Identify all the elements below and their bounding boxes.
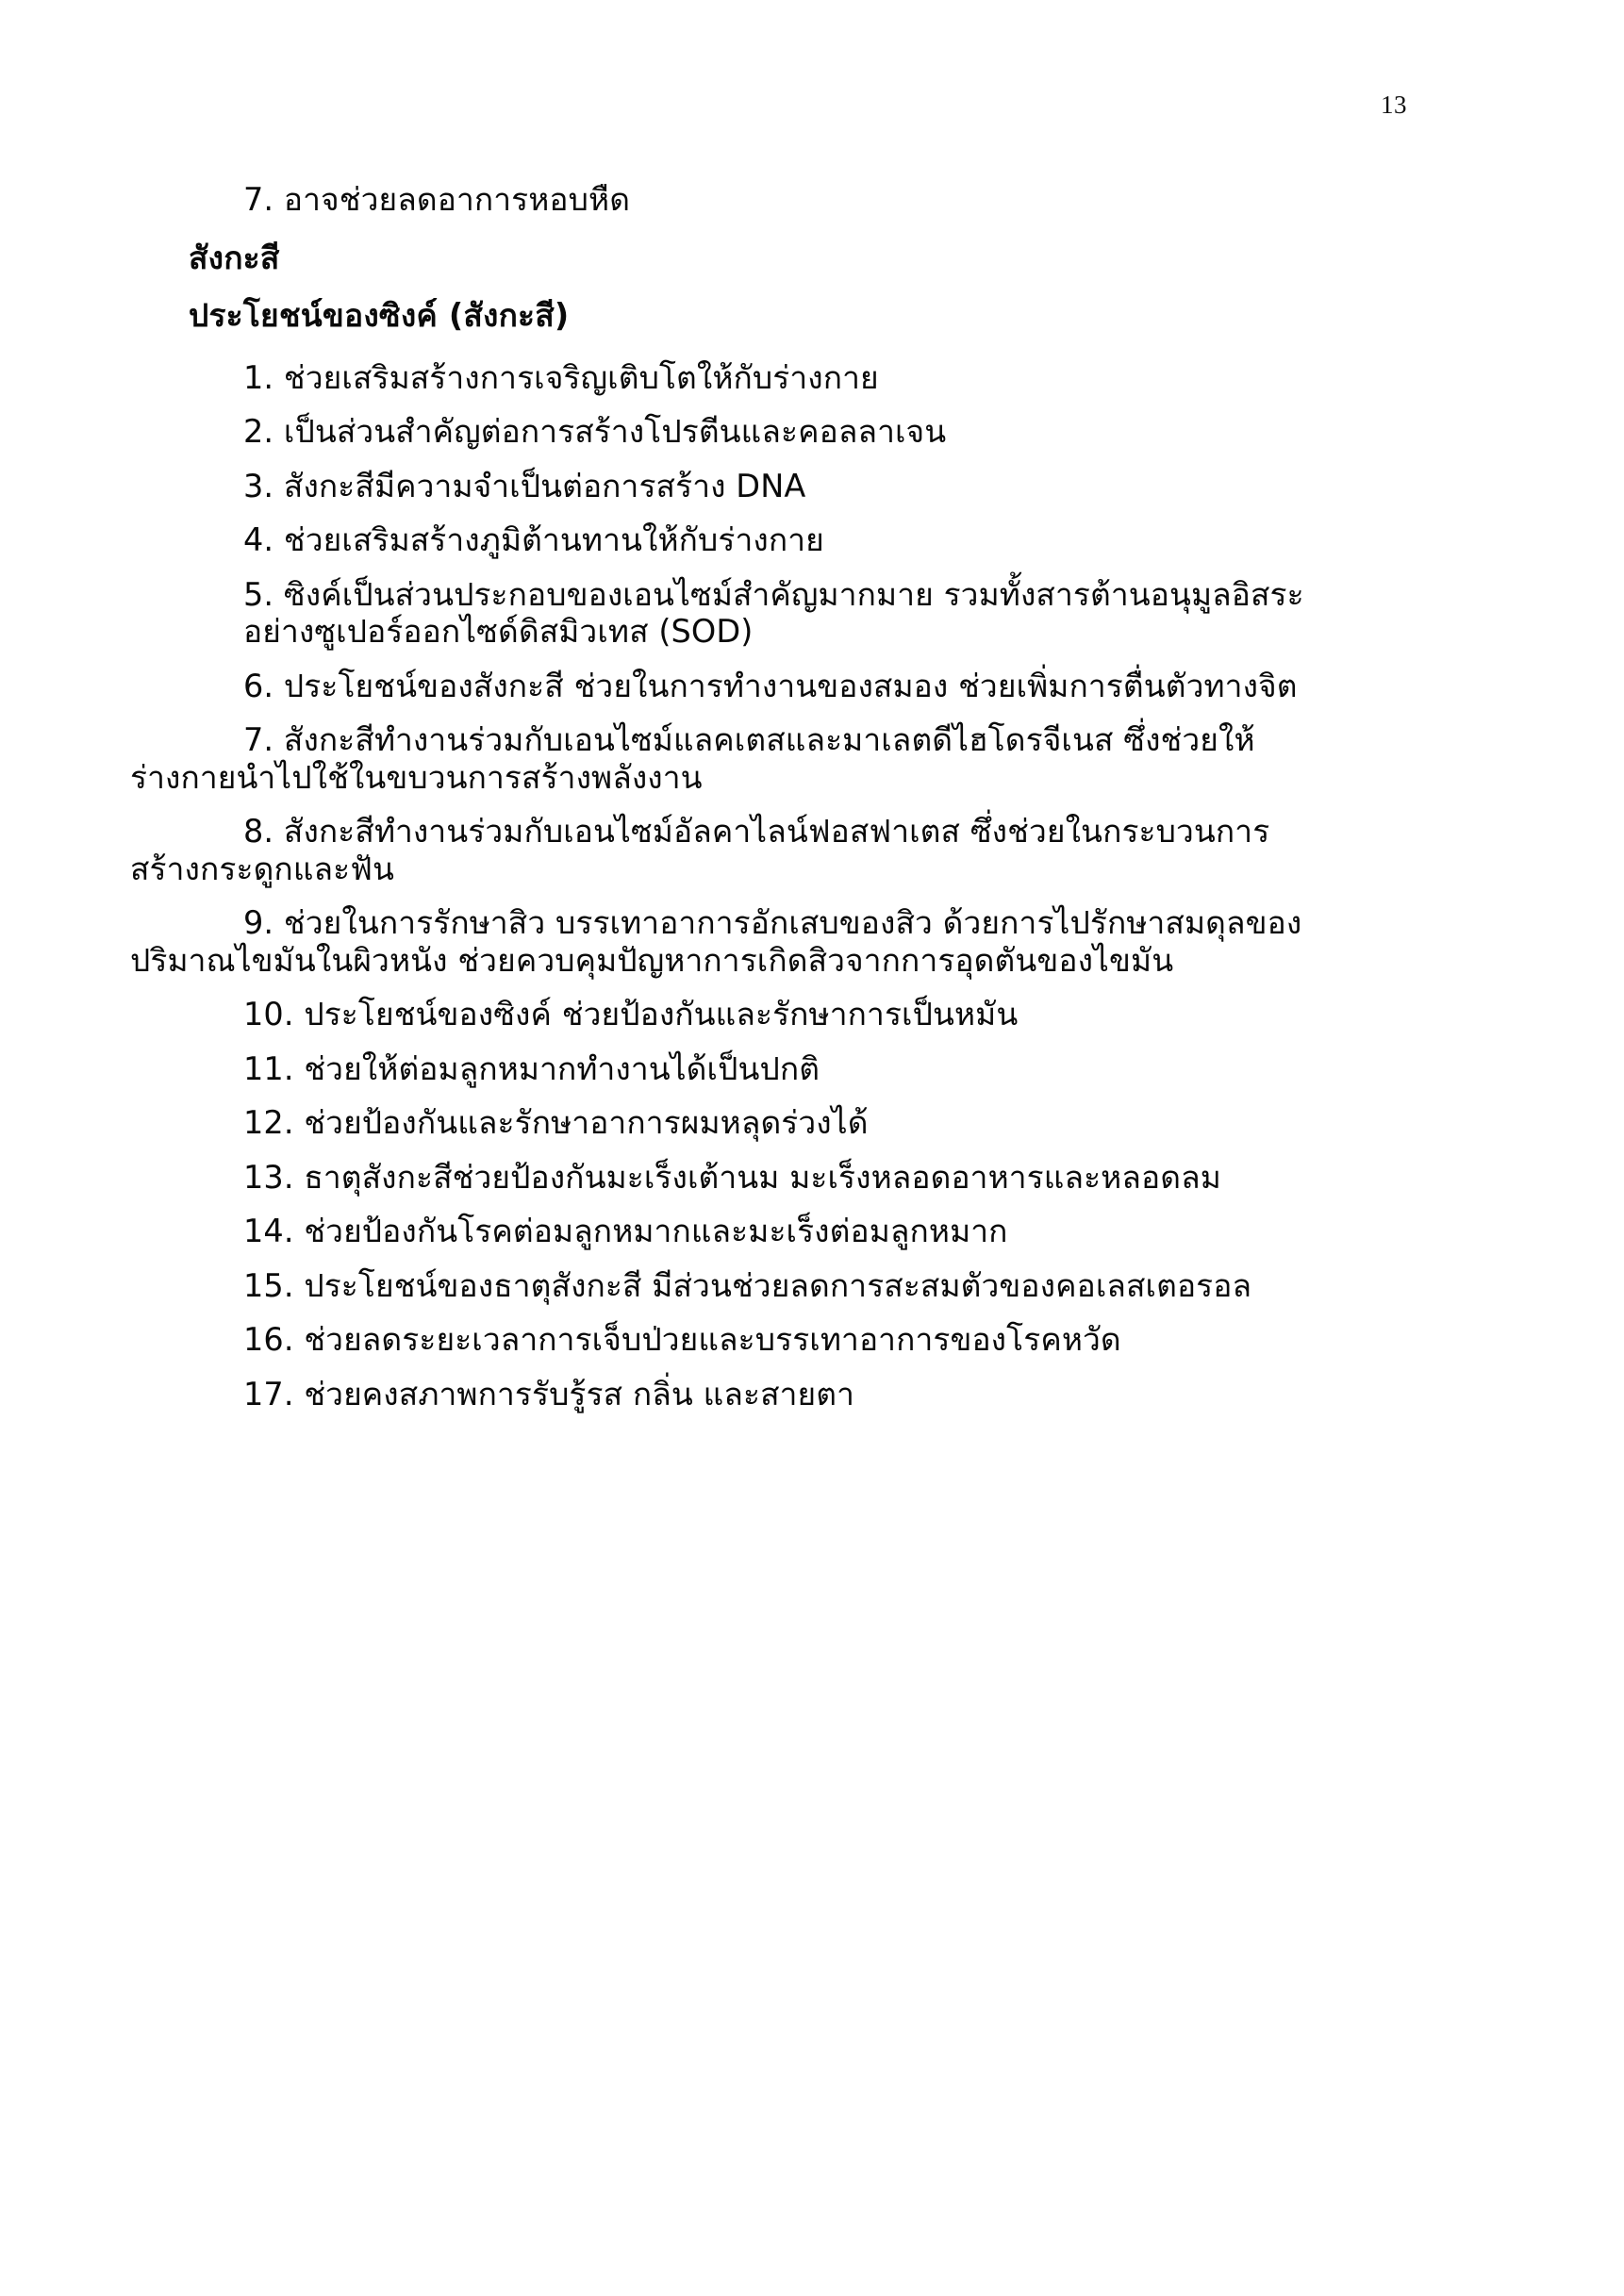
carryover-list-item: 7. อาจช่วยลดอาการหอบหืด [243, 181, 631, 218]
list-item: 7. สังกะสีทำงานร่วมกับเอนไซม์แลคเตสและมาเลตดีไฮโดรจีเนส ซึ่งช่วยให้ [243, 721, 1255, 758]
spacer [189, 1139, 1443, 1162]
list-item: 10. ประโยชน์ของซิงค์ ช่วยป้องกันและรักษาการเป็นหมัน [243, 996, 1019, 1032]
spacer [189, 216, 1443, 242]
list-item: 1. ช่วยเสริมสร้างการเจริญเติบโตให้กับร่างกาย [243, 358, 879, 396]
list-item: 16. ช่วยลดระยะเวลาการเจ็บป่วยและบรรเทาอาการของโรคหวัด [243, 1321, 1121, 1358]
list-item: 9. ช่วยในการรักษาสิว บรรเทาอาการอักเสบของสิว ด้วยการไปรักษาสมดุลของ [243, 904, 1302, 941]
section-heading: สังกะสี [189, 239, 280, 276]
list-item-continuation: สร้างกระดูกและฟัน [130, 850, 395, 887]
spacer [189, 448, 1443, 471]
document-body [130, 181, 1443, 1412]
spacer [189, 1031, 1443, 1053]
spacer [189, 556, 1443, 579]
list-item: 6. ประโยชน์ของสังกะสี ช่วยในการทำงานของสมอง ช่วยเพิ่มการตื่นตัวทางจิต [243, 667, 1298, 704]
list-heading: ประโยชน์ของซิงค์ (สังกะสี) [189, 297, 570, 334]
spacer [189, 273, 1443, 300]
page-number: 13 [1381, 91, 1407, 119]
list-item: 3. สังกะสีมีความจำเป็นต่อการสร้าง DNA [243, 467, 806, 504]
list-item-continuation: ปริมาณไขมันในผิวหนัง ช่วยควบคุมปัญหาการเกิดสิวจากการอุดตันของไขมัน [130, 941, 1174, 979]
list-item: 17. ช่วยคงสภาพการรับรู้รส กลิ่น และสายตา [243, 1375, 855, 1412]
list-item: 4. ช่วยเสริมสร้างภูมิต้านทานให้กับร่างกาย [243, 521, 824, 558]
list-item: 5. ซิงค์เป็นส่วนประกอบของเอนไซม์สำคัญมากมาย รวมทั้งสารต้านอนุมูลอิสระ [243, 575, 1304, 613]
spacer [189, 1356, 1443, 1379]
list-item: 14. ช่วยป้องกันโรคต่อมลูกหมากและมะเร็งต่อมลูกหมาก [243, 1213, 1008, 1249]
spacer [189, 1247, 1443, 1270]
spacer [189, 648, 1443, 670]
list-item: 2. เป็นส่วนสำคัญต่อการสร้างโปรตีนและคอลลาเจน [243, 413, 947, 450]
spacer [189, 332, 1443, 362]
list-item: 11. ช่วยให้ต่อมลูกหมากทำงานได้เป็นปกติ [243, 1049, 820, 1087]
list-item: 8. สังกะสีทำงานร่วมกับเอนไซม์อัลคาไลน์ฟอสฟาเตส ซึ่งช่วยในกระบวนการ [243, 813, 1270, 850]
list-item: 12. ช่วยป้องกันและรักษาอาการผมหลุดร่วงได้ [243, 1104, 869, 1141]
list-item-continuation: อย่างซูเปอร์ออกไซด์ดิสมิวเทส (SOD) [243, 613, 754, 650]
list-item: 15. ประโยชน์ของธาตุสังกะสี มีส่วนช่วยลดการสะสมตัวของคอเลสเตอรอล [243, 1266, 1252, 1304]
list-item: 13. ธาตุสังกะสีช่วยป้องกันมะเร็งเต้านม มะเร็งหลอดอาหารและหลอดลม [243, 1158, 1221, 1196]
list-item-continuation: ร่างกายนำไปใช้ในขบวนการสร้างพลังงาน [130, 758, 703, 796]
